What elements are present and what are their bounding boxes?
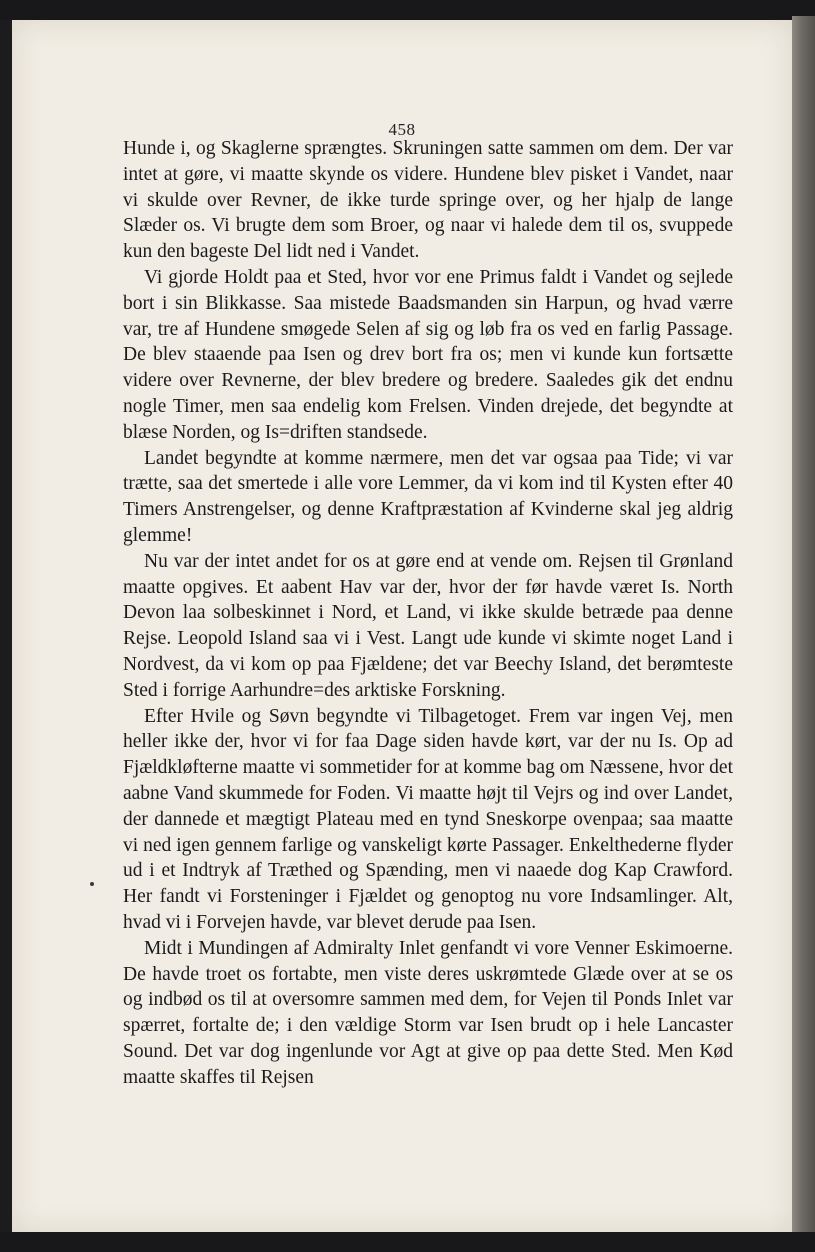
paragraph-3: Landet begyndte at komme nærmere, men det var ogsaa paa Tide; vi var trætte, saa det smertede i alle vore Lemmer, da vi kom ind til Kysten efter 40 Timers Anstrengelser, og denne Kraftpræstation af Kvinderne skal jeg aldrig glemme!: [123, 447, 733, 546]
page-number: 458: [388, 120, 416, 139]
scan-bottom-border: [0, 1232, 815, 1252]
paragraph-5: Efter Hvile og Søvn begyndte vi Tilbagetoget. Frem var ingen Vej, men heller ikke der, hvor vi for faa Dage siden havde kørt, var der nu Is. Op ad Fjældkløfterne maatte vi sommetider for at komme bag om Næssene, hvor det aabne Vand skummede for Foden. Vi maatte højt til Vejrs og ind over Landet, der dannede et mægtigt Plateau med en tynd Sneskorpe ovenpaa; saa maatte vi ned igen gennem farlige og vanskeligt kørte Passager. Enkelthederne flyder ud i et Indtryk af Træthed og Spænding, men vi naaede dog Kap Crawford. Her fandt vi Forsteninger i Fjældet og genoptog nu vore Indsamlinger. Alt, hvad vi i Forvejen havde, var blevet derude paa Isen.: [123, 705, 733, 933]
paragraph-2: Vi gjorde Holdt paa et Sted, hvor vor ene Primus faldt i Vandet og sejlede bort i sin Blikkasse. Saa mistede Baadsmanden sin Harpun, og hvad værre var, tre af Hundene smøgede Selen af sig og løb fra os ved en farlig Passage. De blev staaende paa Isen og drev bort fra os; men vi kunde kun fortsætte videre over Revnerne, der blev bredere og bredere. Saaledes gik det endnu nogle Timer, men saa endelig kom Frelsen. Vinden drejede, det begyndte at blæse Norden, og Is=driften standsede.: [123, 266, 733, 443]
paragraph-1: Hunde i, og Skaglerne sprængtes. Skruningen satte sammen om dem. Der var intet at gøre, vi maatte skynde os videre. Hundene blev pisket i Vandet, naar vi skulde over Revner, de ikke turde springe over, og her hjalp de lange Slæder os. Vi brugte dem som Broer, og naar vi halede dem til os, svuppede kun den bageste Del lidt ned i Vandet.: [123, 138, 733, 263]
margin-mark: [90, 882, 94, 886]
paragraph-6: Midt i Mundingen af Admiralty Inlet genfandt vi vore Venner Eskimoerne. De havde troet os fortabte, men viste deres uskrømtede Glæde over at se os og indbød os til at oversomre sammen med dem, for Vejen til Ponds Inlet var spærret, fortalte de; i den vældige Storm var Isen brudt op i hele Lancaster Sound. Det var dog ingenlunde vor Agt at give op paa dette Sted. Men Kød maatte skaffes til Rejsen: [123, 937, 733, 1088]
paragraph-4: Nu var der intet andet for os at gøre end at vende om. Rejsen til Grønland maatte opgives. Et aabent Hav var der, hvor der før havde været Is. North Devon laa solbeskinnet i Nord, et Land, vi ikke skulde betræde paa denne Rejse. Leopold Island saa vi i Vest. Langt ude kunde vi skimte noget Land i Nordvest, da vi kom op paa Fjældene; det var Beechy Island, det berømteste Sted i forrige Aarhundre=des arktiske Forskning.: [123, 550, 733, 701]
body-text: [123, 136, 733, 1090]
book-spine-edge: [792, 16, 815, 1236]
scan-top-border: [0, 0, 815, 20]
